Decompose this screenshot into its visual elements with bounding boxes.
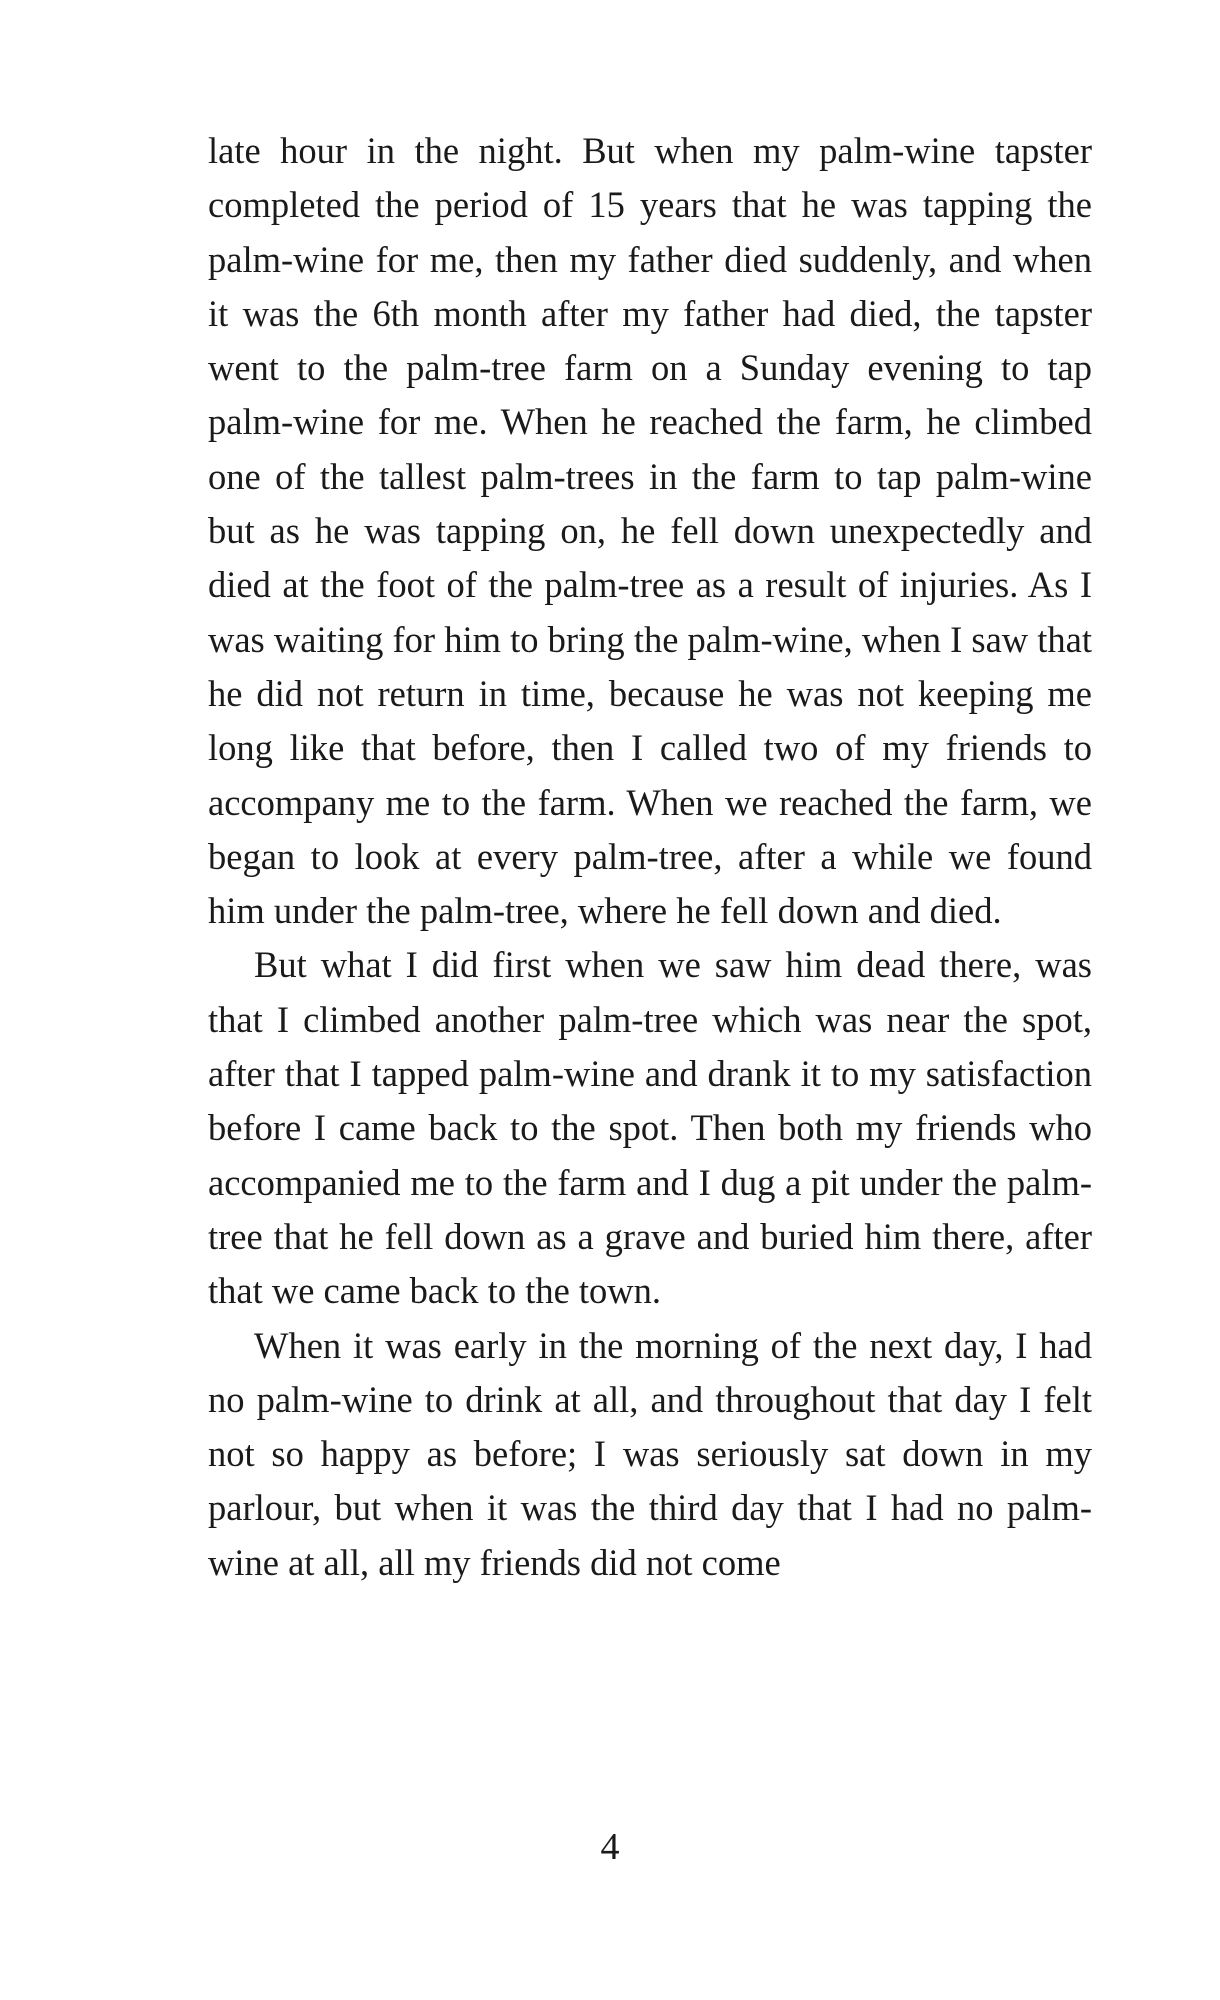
paragraph-3: When it was early in the morning of the next day, I had no palm-wine to drink at all, and throughout that day I felt not so happy as before; I was seriously sat down in my parlour, but when it was the third day that I had no palm-wine at all, all my friends did not come [208,1324,1092,1583]
page-number: 4 [600,1826,620,1868]
paragraph-1: late hour in the night. But when my palm-wine tapster completed the period of 15 years that he was tapping the palm-wine for me, then my father died suddenly, and when it was the 6th month after my father had died, the tapster went to the palm-tree farm on a Sunday evening to tap palm-wine for me. When he reached the farm, he climbed one of the tallest palm-trees in the farm to tap palm-wine but as he was tapping on, he fell down unexpectedly and died at the foot of the palm-tree as a result of injuries. As I was waiting for him to bring the palm-wine, when I saw that he did not return in time, because he was not keeping me long like that before, then I called two of my friends to accompany me to the farm. When we reached the farm, we began to look at every palm-tree, after a while we found him under the palm-tree, where he fell down and died. [208,130,1092,932]
body-text [208,124,1092,1590]
paragraph-2: But what I did first when we saw him dead there, was that I climbed another palm-tree which was near the spot, after that I tapped palm-wine and drank it to my satisfaction before I came back to the spot. Then both my friends who accompanied me to the farm and I dug a pit under the palm-tree that he fell down as a grave and buried him there, after that we came back to the town. [208,944,1092,1312]
